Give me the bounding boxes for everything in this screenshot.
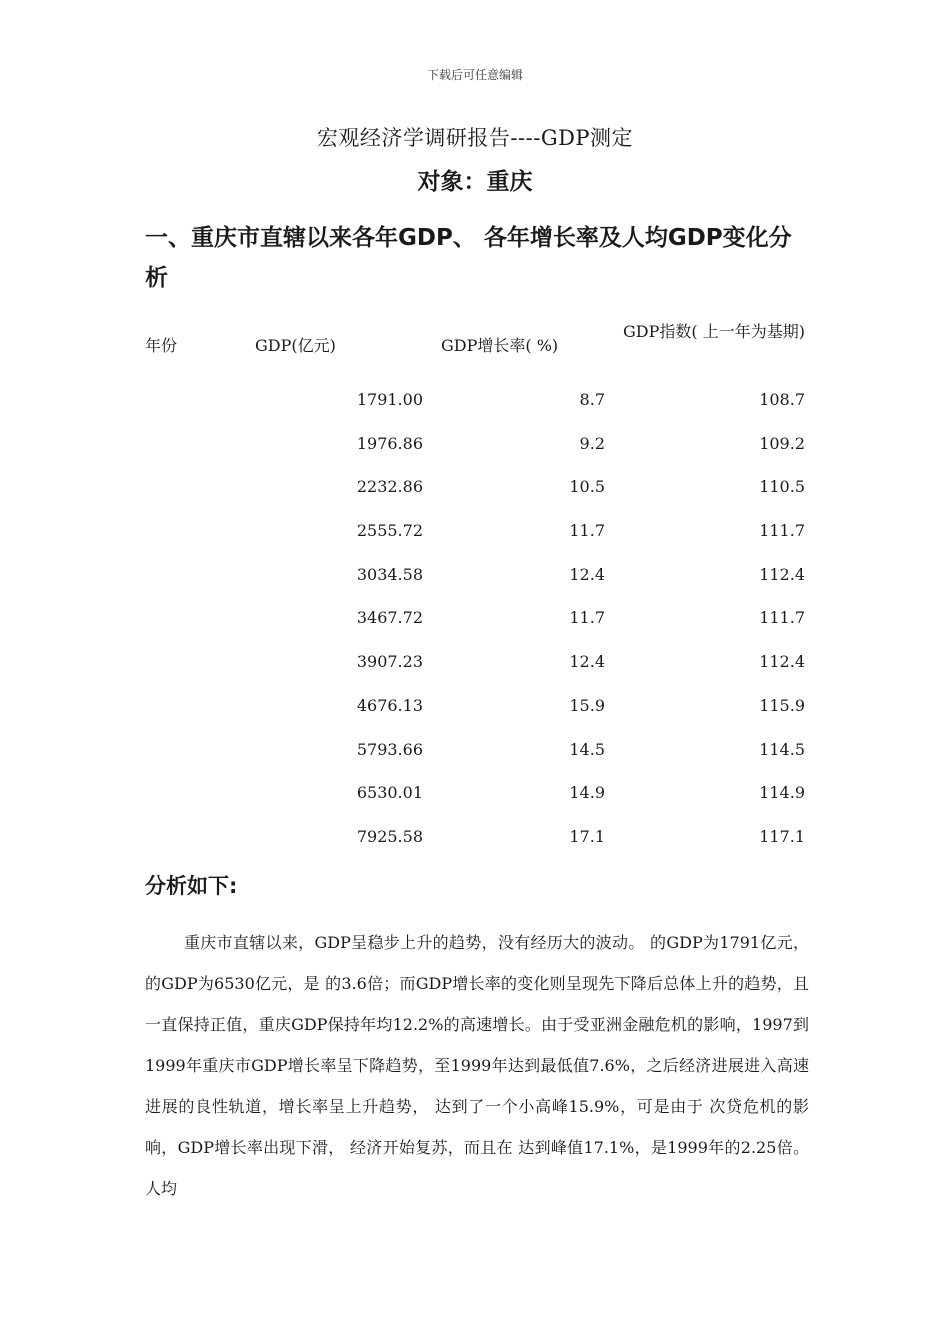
cell-gdp-index: 115.9 <box>759 695 805 715</box>
cell-growth-rate: 8.7 <box>579 390 605 409</box>
header-year: 年份 <box>145 336 178 355</box>
cell-gdp: 6530.01 <box>356 783 423 803</box>
header-note: 下载后可任意编辑 <box>426 68 523 82</box>
cell-gdp-index: 110.5 <box>759 477 805 497</box>
cell-gdp: 7925.58 <box>356 826 423 846</box>
cell-gdp: 1976.86 <box>356 433 423 453</box>
report-title: 宏观经济学调研报告----GDP测定 <box>316 126 634 150</box>
table-row <box>145 773 805 817</box>
cell-growth-rate: 10.5 <box>569 477 605 497</box>
cell-gdp-index: 112.4 <box>759 652 805 672</box>
cell-growth-rate: 9.2 <box>579 433 605 453</box>
header-growth-rate: GDP增长率( %) <box>441 336 559 355</box>
cell-growth-rate: 14.9 <box>569 783 605 803</box>
table-row <box>145 555 805 599</box>
gdp-table <box>145 318 805 861</box>
cell-gdp-index: 114.5 <box>759 739 805 759</box>
cell-gdp: 2555.72 <box>356 521 423 541</box>
table-row <box>145 511 805 555</box>
cell-growth-rate: 15.9 <box>569 695 605 715</box>
cell-gdp-index: 112.4 <box>759 564 805 584</box>
cell-gdp-index: 114.9 <box>759 783 805 803</box>
table-row <box>145 817 805 861</box>
cell-gdp-index: 111.7 <box>759 521 805 541</box>
cell-growth-rate: 12.4 <box>569 564 605 584</box>
table-row <box>145 642 805 686</box>
table-row <box>145 730 805 774</box>
section-heading: 一、重庆市直辖以来各年GDP、 各年增长率及人均GDP变化分析 <box>145 225 792 291</box>
report-subtitle: 对象：重庆 <box>417 169 533 195</box>
cell-gdp: 5793.66 <box>356 739 423 759</box>
cell-growth-rate: 11.7 <box>569 521 605 541</box>
table-row <box>145 380 805 424</box>
cell-gdp-index: 117.1 <box>759 826 805 846</box>
cell-gdp-index: 108.7 <box>759 390 805 409</box>
cell-gdp: 3467.72 <box>356 608 423 628</box>
cell-gdp: 3034.58 <box>356 564 423 584</box>
cell-growth-rate: 17.1 <box>569 826 605 846</box>
cell-gdp: 1791.00 <box>356 390 423 409</box>
header-gdp-index: GDP指数( 上一年为基期) <box>623 322 805 341</box>
cell-gdp: 2232.86 <box>356 477 423 497</box>
header-gdp: GDP(亿元) <box>255 336 336 355</box>
cell-gdp: 4676.13 <box>356 695 423 715</box>
table-body <box>145 380 805 861</box>
table-row <box>145 686 805 730</box>
cell-gdp-index: 111.7 <box>759 608 805 628</box>
cell-growth-rate: 14.5 <box>569 739 605 759</box>
cell-gdp: 3907.23 <box>356 652 423 672</box>
table-row <box>145 598 805 642</box>
cell-growth-rate: 11.7 <box>569 608 605 628</box>
cell-gdp-index: 109.2 <box>759 433 805 453</box>
table-header <box>145 318 805 380</box>
cell-growth-rate: 12.4 <box>569 652 605 672</box>
analysis-paragraph: 重庆市直辖以来，GDP呈稳步上升的趋势，没有经历大的波动。 的GDP为1791亿元， 的GDP为6530亿元，是 的3.6倍；而GDP增长率的变化则呈现先下降后总体上升的趋势，且一直保持正值，重庆GDP保持年均12.2%的高速增长。由于受亚洲金融危机的影响，1997到1999年重庆市GDP增长率呈下降趋势，至1999年达到最低值7.6%，之后经济进展进入高速进展的良性轨道，增长率呈上升趋势， 达到了一个小高峰15.9%，可是由于 次贷危机的影响，GDP增长率出现下滑， 经济开始复苏，而且在 达到峰值17.1%，是1999年的2.25倍。人均 <box>145 933 809 1198</box>
table-row <box>145 424 805 468</box>
analysis-heading: 分析如下: <box>145 874 238 898</box>
table-row <box>145 467 805 511</box>
